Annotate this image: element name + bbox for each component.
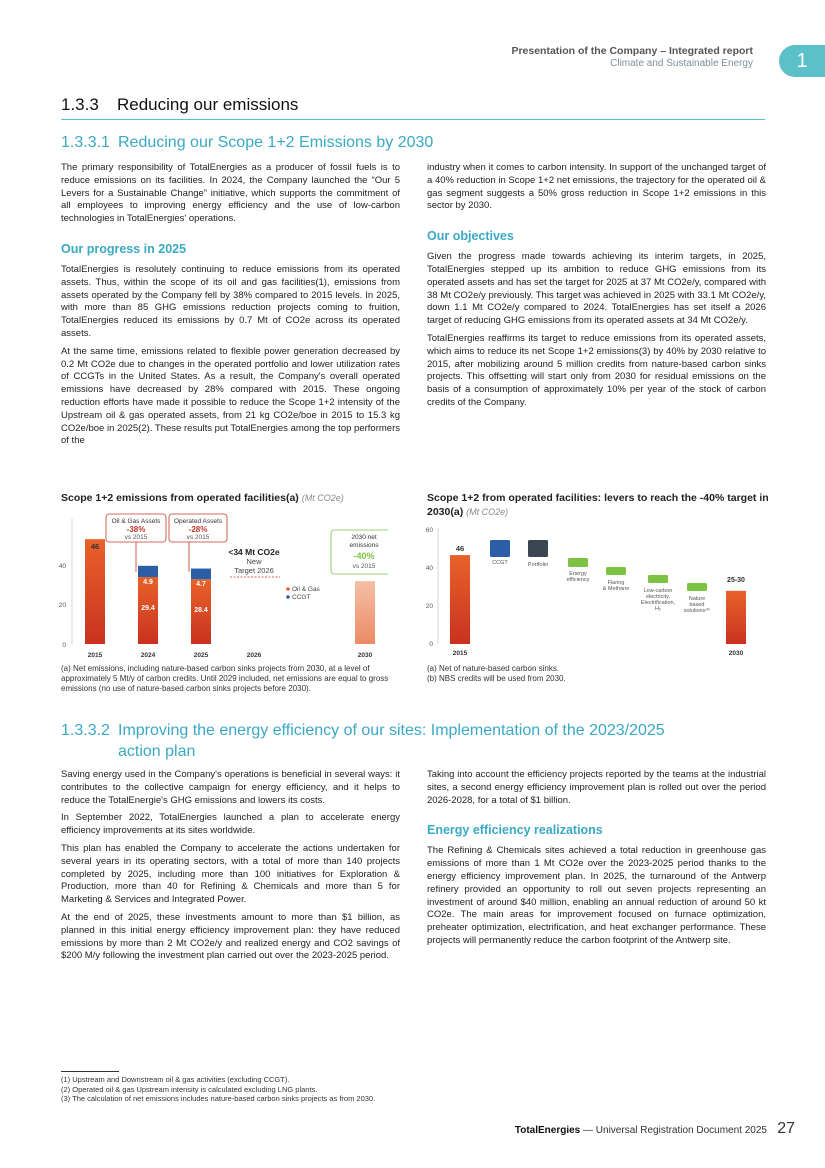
page-number: 27: [777, 1120, 795, 1137]
subsection-title-2-line2: action plan: [118, 743, 196, 760]
chart1-bar-net: [355, 581, 375, 644]
chart1-xtick: 2026: [246, 652, 262, 659]
target-sub: New: [246, 557, 262, 566]
progress-heading: Our progress in 2025: [61, 241, 187, 256]
footnote-rule: [61, 1071, 119, 1072]
chart2-ytick: 60: [425, 527, 433, 534]
lever-label: CCGT: [492, 560, 508, 566]
realizations-heading: Energy efficiency realizations: [427, 823, 603, 838]
chart1-x-labels: [88, 652, 373, 659]
legend-label: CCGT: [292, 594, 311, 601]
subsection-title-2-line1: Improving the energy efficiency of our sites: Implementation of the 2023/2025: [118, 722, 665, 739]
chart1-bar-label: 46: [90, 542, 100, 551]
footnote: (3) The calculation of net emissions includes nature-based carbon sinks projects as from 2030.: [61, 1094, 376, 1103]
paragraph: Taking into account the efficiency projects reported by the teams at the industrial sites, a second energy efficiency improvement plan is rolled out over the period 2026-2028, for a total of $1 billion.: [427, 769, 766, 806]
chart1-note: (a) Net emissions, including nature-based carbon sinks projects from 2030, at a level of approximately 5 Mt/y of carbon credits. Until 2029 included, net emissions are equal to gross emissions (no use of nature-based carbon sinks projects before 2030).: [61, 664, 389, 693]
paragraph: Saving energy used in the Company's operations is beneficial in several ways: it contributes to the collective campaign for energy efficiency, and it helps to reduce the TotalEnergie's GHG emissions and lowers its costs.: [61, 769, 400, 806]
section-number: 1.3.3: [61, 95, 99, 114]
lever-label: Energy efficiency: [566, 571, 590, 583]
chart1-bar-oil-gas: [85, 539, 105, 644]
chart1-bar-label: 4.9: [143, 579, 153, 586]
callout-value: -28%: [188, 525, 208, 534]
paragraph: TotalEnergies is resolutely continuing to reduce emissions from its operated assets. Thus, within the scope of its oil and gas facilities(1), emissions from assets operated by the Company fell by 38% compared to 2015 levels. In 2025, with more than 85 GHG emissions reduction projects coming to fruition, TotalEnergies reduced its emissions by 0.7 Mt of CO2e across its operated assets.: [61, 263, 400, 339]
chart1-legend: [286, 586, 320, 601]
subsection-number-1: 1.3.3.1: [61, 134, 110, 151]
callout-label: emissions: [349, 542, 379, 549]
section-rule: [61, 119, 765, 120]
paragraph: In September 2022, TotalEnergies launched a plan to accelerate energy efficiency improvements at its sites worldwide.: [61, 812, 400, 837]
callout-label: 2030 net: [351, 534, 377, 541]
section-title: [61, 95, 298, 115]
subsection-title-1-text: Reducing our Scope 1+2 Emissions by 2030: [118, 134, 434, 151]
chart2-bar-ccgt: [490, 540, 510, 557]
chart2-bar-2015: [450, 555, 470, 644]
chart2-bar-flaring-methane: [606, 567, 626, 575]
chart1-svg: [58, 510, 388, 660]
chart2-xtick: 2015: [452, 650, 468, 657]
chart2-bar-label: 25-30: [727, 577, 745, 584]
chart1-y-ticks: [59, 563, 67, 649]
right-column-2: [427, 769, 766, 948]
legend-label: Oil & Gas: [292, 586, 320, 593]
legend-swatch-ccgt: [286, 595, 290, 599]
footer-brand: TotalEnergies: [514, 1125, 581, 1136]
chart2-note-b: (b) NBS credits will be used from 2030.: [427, 674, 566, 683]
callout-label: Operated Assets: [173, 518, 223, 525]
chart1-ytick: 40: [58, 563, 66, 570]
chart2-bar-label: 46: [455, 544, 465, 553]
chart2-ytick: 40: [425, 565, 433, 572]
lever-label: Low-carbon electricity, Electrification, H₂: [640, 588, 676, 612]
callout-value: -40%: [353, 551, 375, 561]
running-header-subtitle: Climate and Sustainable Energy: [610, 58, 753, 69]
chart1-ytick: 20: [58, 602, 66, 609]
subsection-title-1: [61, 134, 433, 152]
chart1-bar-ccgt: [138, 566, 158, 577]
chart1-xtick: 2015: [87, 652, 103, 659]
callout-value: -38%: [126, 525, 146, 534]
chart2-bar-2030: [726, 591, 746, 644]
subsection-title-2: [61, 720, 771, 762]
chart2-bar-energy-efficiency: [568, 558, 588, 567]
net-emissions-callout: [331, 530, 388, 574]
footnote: (2) Operated oil & gas Upstream intensity is calculated excluding LNG plants.: [61, 1084, 318, 1094]
chart2-xtick: 2030: [728, 650, 744, 657]
left-column-1: [61, 162, 400, 448]
chapter-tab: 1: [779, 45, 825, 77]
footnote: (1) Upstream and Downstream oil & gas activities (excluding CCGT).: [61, 1075, 290, 1084]
chart1-title: [61, 491, 401, 505]
chart2-ytick: 20: [425, 603, 433, 610]
paragraph: Given the progress made towards achieving its interim targets, in 2025, TotalEnergies stepped up its ambition to reduce GHG emissions from its operated assets and has set the target for 2025 at 37 Mt CO2e/y, compared with 38 Mt CO2e/y previously. This target was achieved in 2025 with 33.1 Mt CO2e/y, down 1.1 Mt CO2e/y compared to 2024. TotalEnergies has set itself a 2026 target of reducing GHG emissions from its operated assets at 34 Mt CO2e/y.: [427, 251, 766, 327]
callout-sub: vs 2015: [186, 534, 210, 541]
lever-label: Nature based solutions⁽ᵇ⁾: [683, 596, 711, 614]
right-column-1: [427, 162, 766, 410]
left-column-2: [61, 769, 400, 963]
chart1-xtick: 2024: [140, 652, 156, 659]
chart2-bar-low-carbon: [648, 575, 668, 583]
chart1-xtick: 2030: [357, 652, 373, 659]
chart2-title-text: Scope 1+2 from operated facilities: levers to reach the -40% target in 2030(a): [427, 492, 769, 518]
chart2-title: [427, 491, 772, 519]
chart2-unit: (Mt CO2e): [466, 507, 509, 517]
chart1-xtick: 2025: [193, 652, 209, 659]
chart2-bar-nbs: [687, 583, 707, 591]
operated-assets-callout: [169, 514, 227, 572]
chart1-title-text: Scope 1+2 emissions from operated facilities(a): [61, 492, 299, 504]
footer-doc: — Universal Registration Document 2025: [580, 1125, 767, 1136]
callout-label: Oil & Gas Assets: [111, 518, 161, 525]
chart1-bar-label: 4.7: [196, 581, 206, 588]
chart1-bar-label: 29.4: [141, 605, 155, 612]
chart2-y-ticks: [426, 527, 434, 648]
footnotes: [61, 1075, 661, 1104]
running-header-title: Presentation of the Company – Integrated report: [511, 45, 753, 57]
paragraph: The primary responsibility of TotalEnergies as a producer of fossil fuels is to reduce emissions on its facilities. In 2024, the Company launched the “Our 5 Levers for a Sustainable Change” initiative, which supports the commitment of all employees to improving energy efficiency and the use of low-carbon technologies in TotalEnergies' operations.: [61, 162, 400, 225]
paragraph: At the same time, emissions related to flexible power generation decreased by 0.2 Mt CO2e due to changes in the operated portfolio and lower utilization rates of CCGTs in the United States. As a result, the Company's overall operated emissions have decreased by 28% compared with 2015. These ongoing reduction efforts have made it possible to reduce the Scope 1+2 intensity of the Upstream oil & gas operated assets, from 21 kg CO2e/boe in 2015 to 15.3 kg CO2e/boe in 2025(2). These results put TotalEnergies among the top performers of the: [61, 345, 400, 447]
callout-sub: vs 2015: [124, 534, 148, 541]
section-title-text: Reducing our emissions: [117, 95, 299, 114]
chart2-note-a: (a) Net of nature-based carbon sinks.: [427, 664, 560, 673]
target-2026-annotation: [228, 547, 280, 577]
chart2-lever-labels: [492, 560, 711, 614]
chart1-bar-ccgt: [191, 569, 211, 580]
legend-swatch-oil-gas: [286, 587, 290, 591]
chart2-bar-portfolio: [528, 540, 548, 557]
paragraph: This plan has enabled the Company to accelerate the actions undertaken for several years in its operating sectors, with a total of more than 140 projects completed by 2025, including more than 100 initiatives for Exploration & Production, more than 40 for Refining & Chemicals and more than 5 for Marketing & Services and Integrated Power.: [61, 842, 400, 906]
chart2-bars: [450, 540, 746, 644]
objectives-heading: Our objectives: [427, 229, 514, 244]
chart2-svg: [424, 522, 769, 662]
paragraph: At the end of 2025, these investments amount to more than $1 billion, as planned in this initial energy efficiency improvement plan: they have reduced emissions by more than 2 Mt CO2e/y and realized energy and CO2 savings of $200 M/y following the investment plan carried out over the 2023-2025 period.: [61, 911, 400, 962]
page-footer: [515, 1125, 767, 1136]
lever-label: Flaring & Methane: [602, 580, 630, 592]
paragraph: The Refining & Chemicals sites achieved a total reduction in greenhouse gas emissions of more than 1 Mt CO2e over the 2023-2025 period thanks to the energy efficiency improvement plan. In 2025, the turnaround of the Antwerp refinery provided an opportunity to roll out seven projects representing an investment of around $40 million, enabling an annual reduction of around 50 kt CO2e. The main areas for improvement focused on furnace optimization, preheater optimization, electrification, and heat exchanger performance. These projects will permanently reduce the carbon footprint of the Antwerp site.: [427, 845, 766, 946]
oil-gas-assets-callout: [106, 514, 166, 572]
subsection-number-2: 1.3.3.2: [61, 722, 110, 739]
target-sub: Target 2026: [234, 566, 274, 575]
target-main: <34 Mt CO2e: [228, 547, 280, 557]
paragraph: TotalEnergies reaffirms its target to reduce emissions from its operated assets, which aims to reduce its net Scope 1+2 emissions(3) by 40% by 2030 relative to 2015, after mobilizing around 5 million credits from nature-based carbon sinks projects. This offsetting will start only from 2030 for residual emissions on the basis of a consumption of approximately 10% per year of the stock of carbon credits of the Company.: [427, 332, 766, 408]
chart1-ytick: 0: [62, 642, 66, 649]
paragraph: industry when it comes to carbon intensity. In support of the unchanged target of a 40% reduction in Scope 1+2 net emissions, the trajectory for the operated oil & gas segment suggests a 50% gross reduction in Scope 1+2 emissions in this sector by 2030.: [427, 162, 766, 212]
lever-label: Portfolio: [527, 562, 549, 568]
chart1-bar-label: 28.4: [194, 607, 208, 614]
chart1-unit: (Mt CO2e): [301, 493, 344, 503]
chart2-ytick: 0: [429, 641, 433, 648]
callout-sub: vs 2015: [352, 563, 376, 570]
